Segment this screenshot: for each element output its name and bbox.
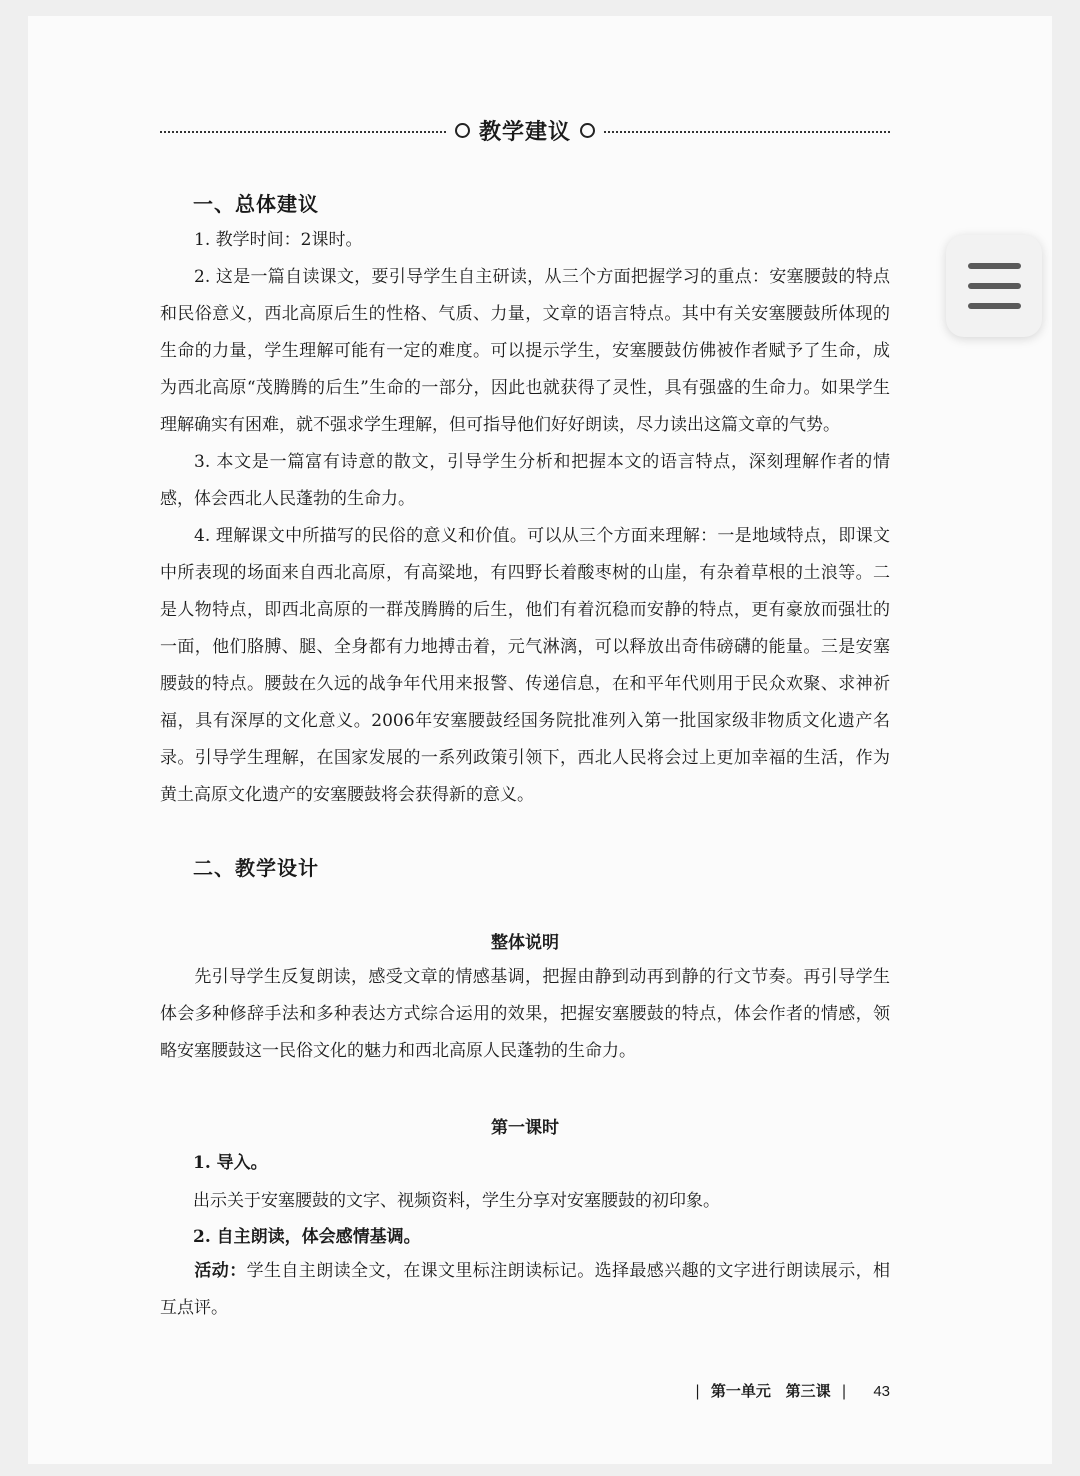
- section-header: [160, 112, 890, 148]
- item-2-text: 2. 这是一篇自读课文，要引导学生自主研读，从三个方面把握学习的重点：安塞腰鼓的特点和民俗意义，西北高原后生的性格、气质、力量，文章的语言特点。其中有关安塞腰鼓所体现的生命的力量，学生理解可能有一定的难度。可以提示学生，安塞腰鼓仿佛被作者赋予了生命，成为西北高原“茂腾腾的后生”生命的一部分，因此也就获得了灵性，具有强盛的生命力。如果学生理解确实有困难，就不强求学生理解，但可指导他们好好朗读，尽力读出这篇文章的气势。: [160, 267, 890, 435]
- step-1-text: 出示关于安塞腰鼓的文字、视频资料，学生分享对安塞腰鼓的初印象。: [193, 1191, 720, 1211]
- activity-text: 学生自主朗读全文，在课文里标注朗读标记。选择最感兴趣的文字进行朗读展示，相互点评。: [160, 1261, 891, 1318]
- page-footer: [689, 1380, 890, 1401]
- header-dotted-line-left: [160, 131, 446, 133]
- lesson-1-title: 第一课时: [491, 1118, 559, 1138]
- menu-bar-bottom: [968, 303, 1021, 309]
- step-2-title: 2. 自主朗读，体会感情基调。: [193, 1227, 421, 1247]
- paragraph-item-2: [160, 259, 890, 444]
- paragraph-item-4: [160, 518, 890, 814]
- footer-separator-right: |: [841, 1382, 847, 1400]
- header-title: 教学建议: [479, 118, 572, 145]
- item-3-text: 3. 本文是一篇富有诗意的散文，引导学生分析和把握本文的语言特点，深刻理解作者的情感，体会西北人民蓬勃的生命力。: [160, 452, 890, 509]
- activity-paragraph: [160, 1253, 890, 1327]
- menu-bar-middle: [968, 283, 1021, 289]
- overview-title: 整体说明: [491, 933, 559, 953]
- section-heading-design: 二、教学设计: [193, 856, 319, 880]
- footer-separator-left: |: [695, 1382, 701, 1400]
- footer-unit: 第一单元: [710, 1382, 771, 1400]
- paragraph-item-3: [160, 444, 890, 518]
- header-circle-left: [455, 123, 470, 138]
- section-heading-overall: 一、总体建议: [193, 192, 319, 216]
- step-1-title: 1. 导入。: [193, 1153, 268, 1173]
- paragraph-item-1: [160, 222, 890, 259]
- header-dotted-line-right: [604, 131, 890, 133]
- footer-lesson: 第三课: [785, 1382, 831, 1400]
- page-number: 43: [873, 1383, 890, 1400]
- header-circle-right: [580, 123, 595, 138]
- overview-text: 先引导学生反复朗读，感受文章的情感基调，把握由静到动再到静的行文节奏。再引导学生体会多种修辞手法和多种表达方式综合运用的效果，把握安塞腰鼓的特点，体会作者的情感，领略安塞腰鼓这一民俗文化的魅力和西北高原人民蓬勃的生命力。: [160, 967, 890, 1061]
- overview-paragraph: [160, 959, 890, 1070]
- item-4-text: 4. 理解课文中所描写的民俗的意义和价值。可以从三个方面来理解：一是地域特点，即课文中所表现的场面来自西北高原，有高粱地，有四野长着酸枣树的山崖，有杂着草根的土浪等。二是人物特点，即西北高原的一群茂腾腾的后生，他们有着沉稳而安静的特点，更有豪放而强壮的一面，他们胳膊、腿、全身都有力地搏击着，元气淋漓，可以释放出奇伟磅礴的能量。三是安塞腰鼓的特点。腰鼓在久远的战争年代用来报警、传递信息，在和平年代则用于民众欢聚、求神祈福，具有深厚的文化意义。2006年安塞腰鼓经国务院批准列入第一批国家级非物质文化遗产名录。引导学生理解，在国家发展的一系列政策引领下，西北人民将会过上更加幸福的生活，作为黄土高原文化遗产的安塞腰鼓将会获得新的意义。: [160, 526, 890, 805]
- item-1-text: 1. 教学时间：2课时。: [194, 230, 363, 250]
- activity-label: 活动：: [194, 1261, 247, 1281]
- hamburger-menu-icon[interactable]: [946, 235, 1042, 337]
- menu-bar-top: [968, 263, 1021, 269]
